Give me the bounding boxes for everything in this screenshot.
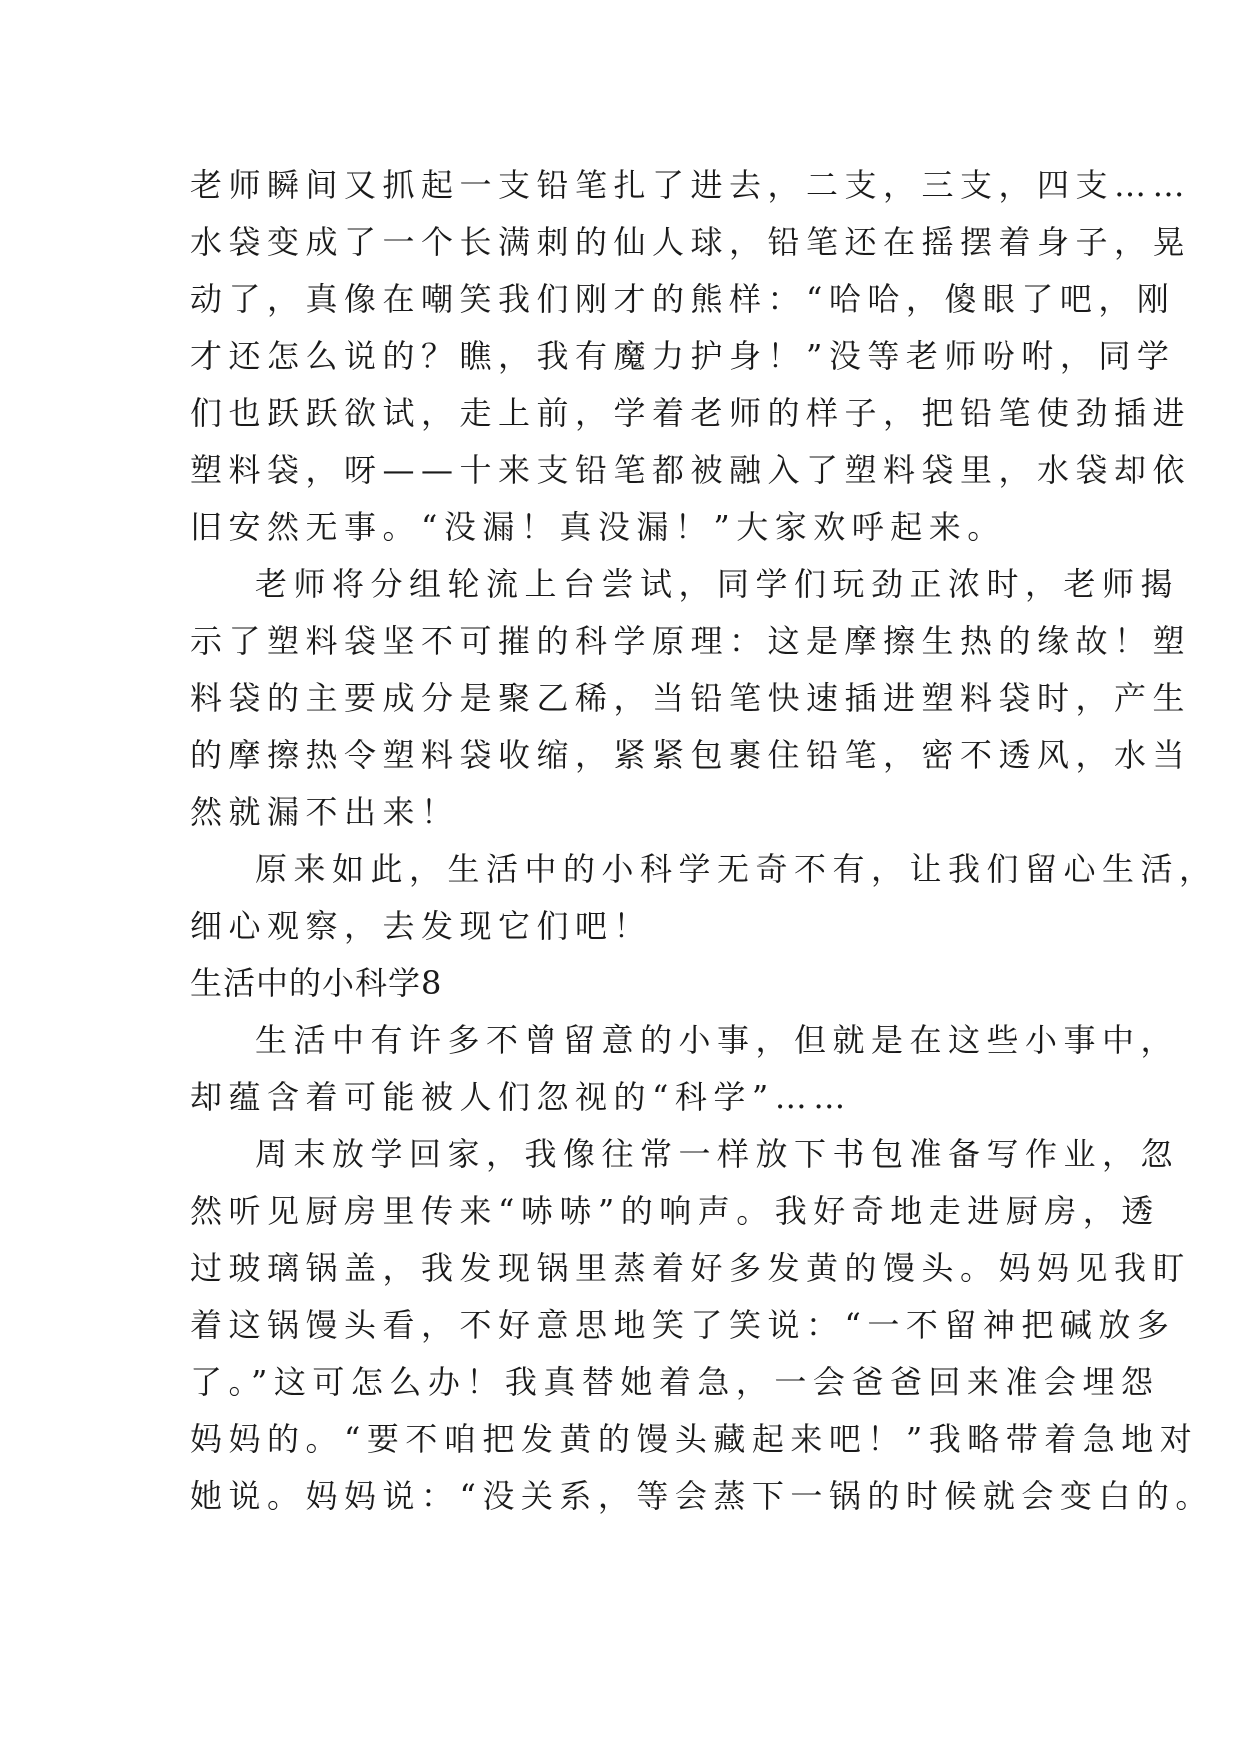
text-line: 她说。妈妈说：“没关系，等会蒸下一锅的时候就会变白的。: [190, 1477, 1214, 1515]
text-line: 老师瞬间又抓起一支铅笔扎了进去，二支，三支，四支……: [190, 166, 1192, 204]
paragraph-first-line: 原来如此，生活中的小科学无奇不有，让我们留心生活，: [255, 850, 1218, 888]
paragraph-first-line: 周末放学回家，我像往常一样放下书包准备写作业，忽: [255, 1135, 1180, 1173]
text-line: 着这锅馒头看，不好意思地笑了笑说：“一不留神把碱放多: [190, 1306, 1176, 1344]
text-line: 动了，真像在嘲笑我们刚才的熊样：“哈哈，傻眼了吧，刚: [190, 280, 1176, 318]
text-line: 妈妈的。“要不咱把发黄的馒头藏起来吧！”我略带着急地对: [190, 1420, 1199, 1458]
text-line: 然就漏不出来！: [190, 793, 460, 831]
text-line: 却蕴含着可能被人们忽视的“科学”……: [190, 1078, 852, 1116]
text-line: 示了塑料袋坚不可摧的科学原理：这是摩擦生热的缘故！塑: [190, 622, 1192, 660]
text-line: 料袋的主要成分是聚乙稀，当铅笔快速插进塑料袋时，产生: [190, 679, 1192, 717]
text-line: 才还怎么说的？瞧，我有魔力护身！”没等老师吩咐，同学: [190, 337, 1176, 375]
paragraph-first-line: 老师将分组轮流上台尝试，同学们玩劲正浓时，老师揭: [255, 565, 1180, 603]
text-line: 塑料袋，呀——十来支铅笔都被融入了塑料袋里，水袋却依: [190, 451, 1192, 489]
text-line: 过玻璃锅盖，我发现锅里蒸着好多发黄的馒头。妈妈见我盯: [190, 1249, 1192, 1287]
text-line: 细心观察，去发现它们吧！: [190, 907, 653, 945]
text-line: 水袋变成了一个长满刺的仙人球，铅笔还在摇摆着身子，晃: [190, 223, 1192, 261]
text-line: 了。”这可怎么办！我真替她着急，一会爸爸回来准会埋怨: [190, 1363, 1160, 1401]
text-line: 的摩擦热令塑料袋收缩，紧紧包裹住铅笔，密不透风，水当: [190, 736, 1192, 774]
text-line: 们也跃跃欲试，走上前，学着老师的样子，把铅笔使劲插进: [190, 394, 1192, 432]
text-line: 然听见厨房里传来“哧哧”的响声。我好奇地走进厨房，透: [190, 1192, 1160, 1230]
text-line: 旧安然无事。“没漏！真没漏！”大家欢呼起来。: [190, 508, 1006, 546]
section-heading: 生活中的小科学8: [190, 964, 443, 1002]
paragraph-first-line: 生活中有许多不曾留意的小事，但就是在这些小事中，: [255, 1021, 1180, 1059]
